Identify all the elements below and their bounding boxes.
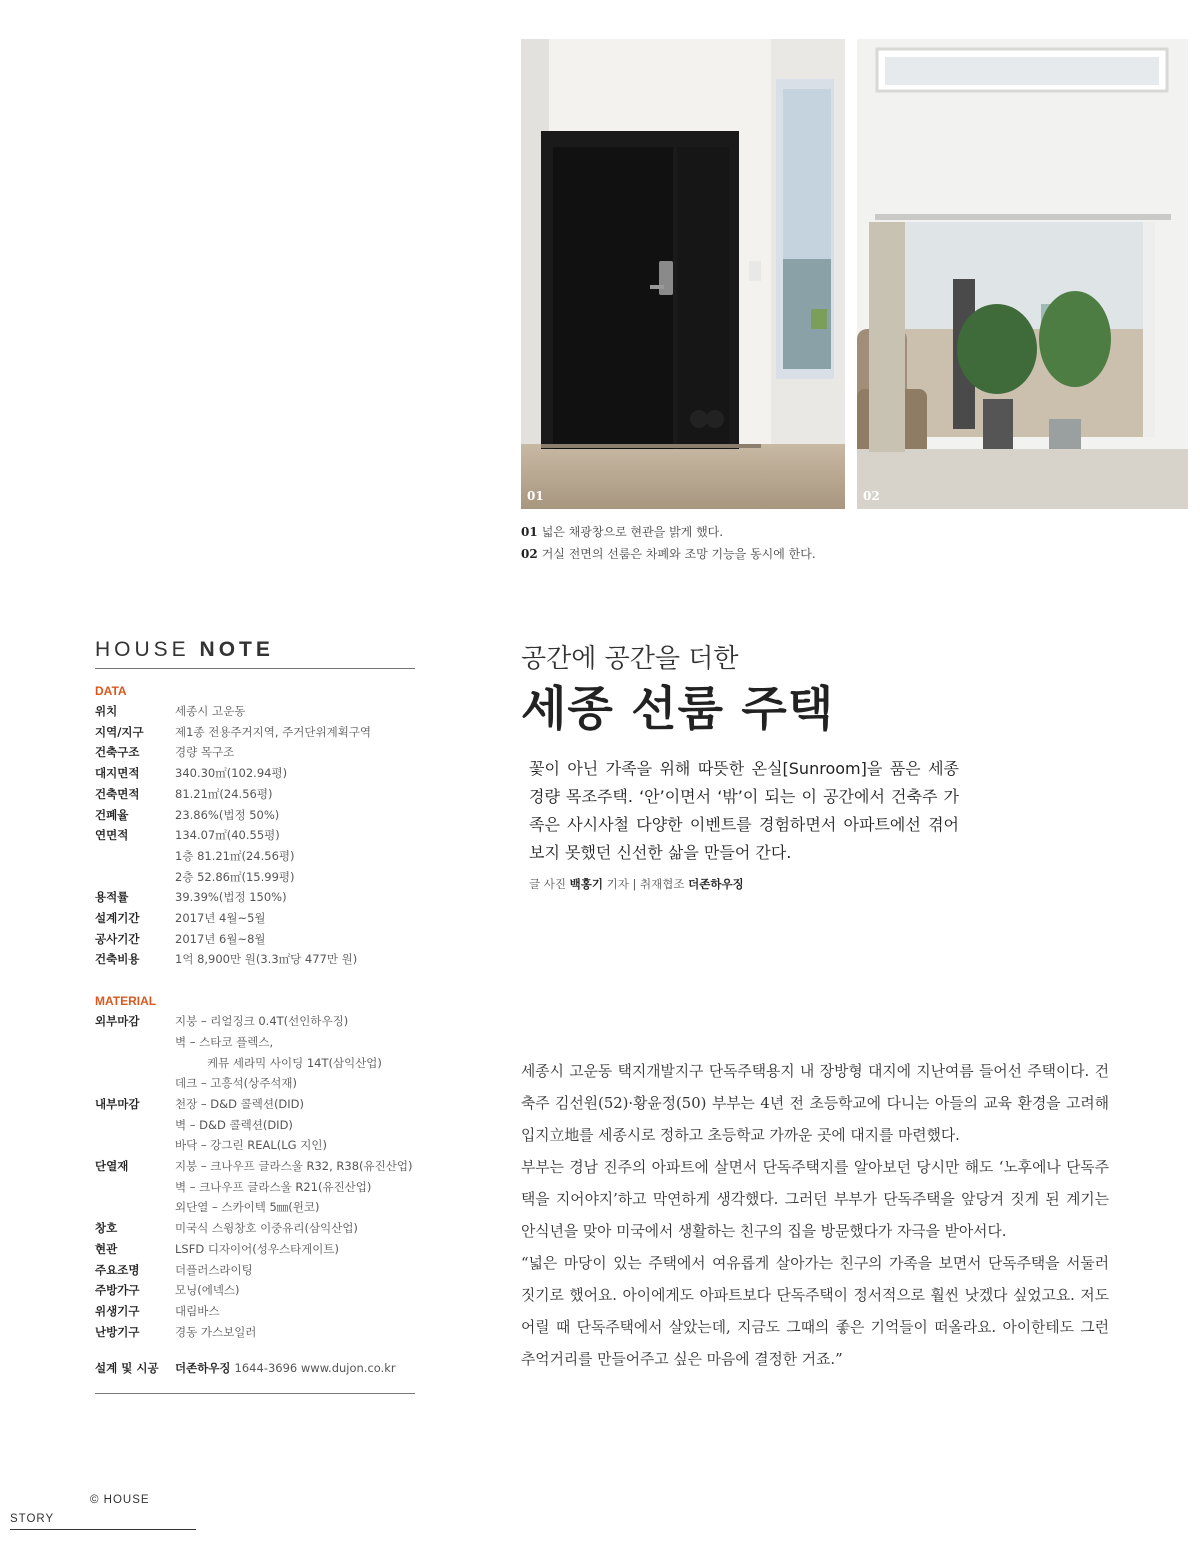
byline-reporter: 백홍기 — [569, 877, 603, 891]
data-row — [95, 763, 415, 784]
entrance-illustration — [521, 39, 845, 509]
data-label: 건축면적 — [95, 786, 140, 801]
photo-captions — [521, 521, 816, 565]
body-paragraph: 세종시 고운동 택지개발지구 단독주택용지 내 장방형 대지에 지난여름 들어선 주택이다. 건축주 김선원(52)·황윤정(50) 부부는 4년 전 초등학교에 다니는 아들의 교육 환경을 고려해 입지立地를 세종시로 정하고 초등학교 가까운 곳에 대지를 마련했다. — [521, 1063, 1109, 1144]
material-value: LSFD 디자이어(성우스타게이트) — [175, 1241, 340, 1256]
material-label — [95, 1135, 175, 1156]
material-label — [95, 1177, 175, 1198]
material-row — [95, 1218, 415, 1239]
material-value: 바닥 – 강그린 REAL(LG 지인) — [175, 1138, 327, 1153]
material-value: 더플러스라이팅 — [175, 1262, 253, 1277]
data-label — [95, 846, 175, 867]
byline-company: 더존하우징 — [688, 877, 744, 891]
material-row — [95, 1322, 415, 1343]
data-row — [95, 846, 415, 867]
data-value: 2017년 4월~5월 — [175, 911, 266, 926]
caption-text: 거실 전면의 선룸은 차폐와 조망 기능을 동시에 한다. — [541, 547, 816, 561]
article-title: 세종 선룸 주택 — [521, 682, 835, 737]
data-list — [95, 701, 415, 970]
material-row — [95, 1053, 415, 1074]
material-value: 대림바스 — [175, 1303, 220, 1318]
byline-middle: 기자 | 취재협조 — [606, 877, 685, 891]
data-row — [95, 742, 415, 763]
material-list — [95, 1011, 415, 1342]
material-row — [95, 1260, 415, 1281]
material-label: 난방기구 — [95, 1324, 140, 1339]
material-label — [95, 1115, 175, 1136]
builder-contact — [95, 1358, 415, 1394]
contact-info: 1644-3696 www.dujon.co.kr — [234, 1361, 396, 1376]
data-value: 81.21㎡(24.56평) — [175, 786, 273, 801]
material-value: 케뮤 세라믹 사이딩 14T(삼익산업) — [207, 1055, 382, 1070]
material-row — [95, 1301, 415, 1322]
data-value: 39.39%(법정 150%) — [175, 890, 287, 905]
material-label: 위생기구 — [95, 1303, 140, 1318]
data-label: 공사기간 — [95, 931, 140, 946]
living-room-illustration — [857, 39, 1188, 509]
data-label: 지역/지구 — [95, 724, 144, 739]
data-label: 위치 — [95, 704, 118, 718]
data-label: 건폐율 — [95, 807, 129, 822]
data-label: 연면적 — [95, 828, 129, 843]
material-row — [95, 1032, 415, 1053]
material-row — [95, 1073, 415, 1094]
data-row — [95, 887, 415, 908]
byline-prefix: 글 사진 — [529, 877, 566, 891]
material-label — [95, 1053, 175, 1074]
material-row — [95, 1280, 415, 1301]
material-row — [95, 1011, 415, 1032]
material-row — [95, 1239, 415, 1260]
caption-number: 01 — [521, 525, 538, 539]
data-row — [95, 929, 415, 950]
material-value: 데크 – 고흥석(상주석재) — [175, 1076, 298, 1091]
material-row — [95, 1115, 415, 1136]
material-value: 천장 – D&D 콜렉션(DID) — [175, 1096, 305, 1111]
material-section-heading: MATERIAL — [95, 994, 157, 1009]
material-row — [95, 1197, 415, 1218]
material-label: 내부마감 — [95, 1096, 140, 1111]
photo-number: 01 — [527, 489, 544, 503]
material-label — [95, 1197, 175, 1218]
caption-number: 02 — [521, 547, 538, 561]
material-value: 미국식 스윙창호 이중유리(삼익산업) — [175, 1221, 358, 1236]
article-lead: 꽃이 아닌 가족을 위해 따뜻한 온실[Sunroom]을 품은 세종 경량 목조주택. ‘안’이면서 ‘밖’이 되는 이 공간에서 건축주 가족은 사시사철 다양한 이벤트를 경험하면서 아파트에선 겪어보지 못했던 신선한 삶을 만들어 간다. — [529, 759, 959, 862]
material-value: 외단열 – 스카이텍 5㎜(윈코) — [175, 1200, 320, 1215]
data-value: 경량 목구조 — [175, 745, 235, 760]
data-row — [95, 805, 415, 826]
photo-living-room — [857, 39, 1188, 509]
house-note-title-bold: NOTE — [199, 638, 274, 661]
house-note — [95, 638, 415, 1394]
data-label: 설계기간 — [95, 911, 140, 926]
body-paragraph: “넓은 마당이 있는 주택에서 여유롭게 살아가는 친구의 가족을 보면서 단독주택을 서둘러 짓기로 했어요. 아이에게도 아파트보다 단독주택이 정서적으로 훨씬 낫겠다 싶었고요. 저도 어릴 때 단독주택에서 살았는데, 지금도 그때의 좋은 기억들이 떠올라요. 아이한테도 그런 추억거리를 만들어주고 싶은 마음에 결정한 거죠.” — [521, 1255, 1109, 1368]
data-label: 용적률 — [95, 890, 129, 905]
caption-1 — [521, 521, 816, 543]
article-subtitle: 공간에 공간을 더한 — [521, 644, 739, 674]
material-value: 벽 – D&D 콜렉션(DID) — [175, 1117, 293, 1132]
material-value: 벽 – 스타코 플렉스, — [175, 1034, 274, 1049]
contact-company: 더존하우징 — [175, 1361, 231, 1376]
data-row — [95, 949, 415, 970]
material-row — [95, 1156, 415, 1177]
contact-label: 설계 및 시공 — [95, 1361, 159, 1376]
material-value: 지붕 – 리얼징크 0.4T(선인하우징) — [175, 1014, 349, 1029]
data-value: 세종시 고운동 — [175, 704, 246, 718]
contact-value — [175, 1358, 396, 1379]
material-label: 창호 — [95, 1221, 118, 1236]
data-label — [95, 867, 175, 888]
material-label: 현관 — [95, 1241, 118, 1256]
material-label: 단열재 — [95, 1159, 129, 1174]
caption-2 — [521, 543, 816, 565]
material-value: 경동 가스보일러 — [175, 1324, 257, 1339]
photo-entrance — [521, 39, 845, 509]
footer — [10, 1488, 196, 1530]
data-label: 대지면적 — [95, 766, 140, 781]
caption-text: 넓은 채광창으로 현관을 밝게 했다. — [541, 525, 724, 539]
data-row — [95, 722, 415, 743]
article-body — [521, 1056, 1109, 1376]
house-note-title-light: HOUSE — [95, 638, 190, 661]
data-value: 제1종 전용주거지역, 주거단위계획구역 — [175, 724, 372, 739]
data-value: 340.30㎡(102.94평) — [175, 766, 288, 781]
data-section-heading: DATA — [95, 684, 127, 698]
data-row — [95, 908, 415, 929]
footer-brand: © HOUSE STORY — [10, 1494, 150, 1525]
material-label: 외부마감 — [95, 1014, 140, 1029]
data-row — [95, 867, 415, 888]
byline — [529, 876, 744, 892]
material-value: 벽 – 크나우프 글라스울 R21(유진산업) — [175, 1179, 372, 1194]
photo-number: 02 — [863, 489, 880, 503]
material-label — [95, 1032, 175, 1053]
material-value: 모닝(에넥스) — [175, 1283, 240, 1298]
data-row — [95, 701, 415, 722]
material-value: 지붕 – 크나우프 글라스울 R32, R38(유진산업) — [175, 1159, 413, 1174]
data-value: 134.07㎡(40.55평) — [175, 828, 280, 843]
data-value: 23.86%(법정 50%) — [175, 807, 280, 822]
data-value: 1층 81.21㎡(24.56평) — [175, 848, 295, 863]
material-label: 주방가구 — [95, 1283, 140, 1298]
data-value: 2층 52.86㎡(15.99평) — [175, 869, 295, 884]
material-row — [95, 1094, 415, 1115]
material-row — [95, 1135, 415, 1156]
data-label: 건축비용 — [95, 952, 140, 967]
material-label — [95, 1073, 175, 1094]
material-label: 주요조명 — [95, 1262, 140, 1277]
material-row — [95, 1177, 415, 1198]
data-value: 2017년 6월~8월 — [175, 931, 266, 946]
body-paragraph: 부부는 경남 진주의 아파트에 살면서 단독주택지를 알아보던 당시만 해도 ‘노후에나 단독주택을 지어야지’하고 막연하게 생각했다. 그러던 부부가 단독주택을 앞당겨 짓게 된 계기는 안식년을 맞아 미국에서 생활하는 친구의 집을 방문했다가 자극을 받아서다. — [521, 1159, 1109, 1240]
house-note-title — [95, 638, 415, 669]
data-row — [95, 784, 415, 805]
data-value: 1억 8,900만 원(3.3㎡당 477만 원) — [175, 952, 358, 967]
data-row — [95, 825, 415, 846]
data-label: 건축구조 — [95, 745, 140, 760]
